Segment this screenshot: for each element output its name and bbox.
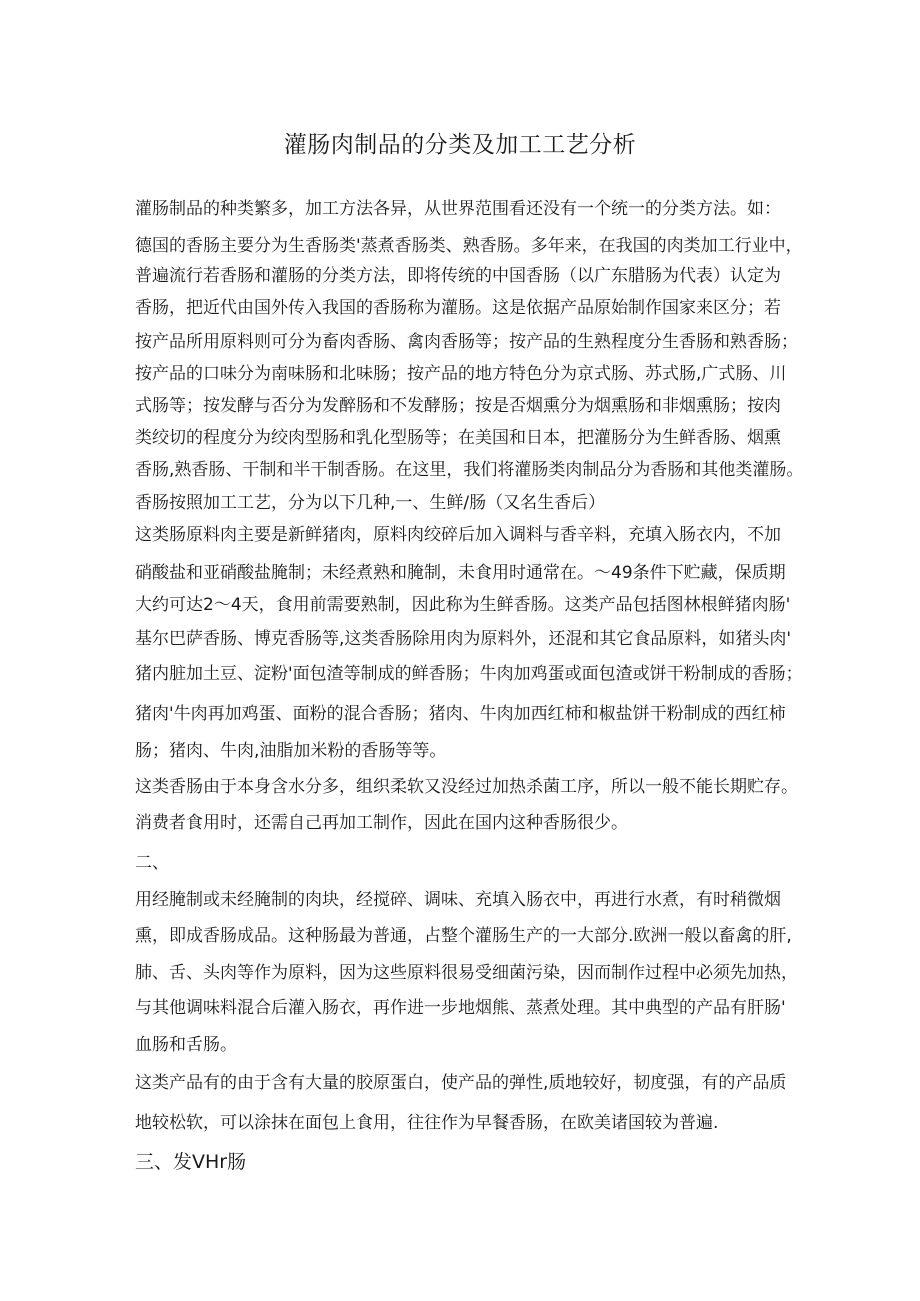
- body-text-line: 香肠，把近代由国外传入我国的香肠称为灌肠。这是依据产品原始制作国家来区分；若: [135, 298, 781, 318]
- body-text-line: 二、: [135, 853, 169, 873]
- body-text-line: 式肠等；按发酵与否分为发醉肠和不发酵肠；按是否烟熏分为烟熏肠和非烟熏肠；按肉: [135, 396, 781, 416]
- body-text-line: 肠；猪肉、牛肉,油脂加米粉的香肠等等。: [135, 741, 447, 761]
- body-text-line: 肺、舌、头肉等作为原料，因为这些原料很易受细菌污染，因而制作过程中必须先加热，: [135, 963, 798, 983]
- body-text-line: 这类香肠由于本身含水分多，组织柔软又没经过加热杀菌工序，所以一般不能长期贮存。: [135, 777, 798, 797]
- body-text-line: 硝酸盐和亚硝酸盐腌制；未经煮熟和腌制，未食用时通常在。〜49条件下贮藏，保质期: [135, 563, 786, 583]
- body-text-line: 猪肉'牛肉再加鸡蛋、面粉的混合香肠；猪肉、牛肉加西红柿和椒盐饼干粉制成的西红柿: [135, 704, 786, 724]
- body-text-line: 普遍流行若香肠和灌肠的分类方法，即将传统的中国香肠（以广东腊肠为代表）认定为: [135, 266, 781, 286]
- body-text-line: 用经腌制或未经腌制的肉块，经搅碎、调味、充填入肠衣中，再进行水煮，有时稍微烟: [135, 890, 781, 910]
- body-text-line: 香肠,熟香肠、干制和半干制香肠。在这里，我们将灌肠类肉制品分为香肠和其他类灌肠。: [135, 460, 804, 480]
- body-text-line: 香肠按照加工工艺，分为以下几种,一、生鲜/肠（又名生香后）: [135, 493, 606, 513]
- body-text-line: 猪内脏加土豆、淀粉'面包渣等制成的鲜香肠；牛肉加鸡蛋或面包渣或饼干粉制成的香肠；: [135, 664, 803, 684]
- body-text-line: 血肠和舌肠。: [135, 1035, 237, 1055]
- body-text-line: 大约可达2〜4天，食用前需要熟制，因此称为生鲜香肠。这类产品包括图林根鲜猪肉肠': [135, 595, 791, 615]
- body-text-line: 按产品所用原料则可分为畜肉香肠、禽肉香肠等；按产品的生熟程度分生香肠和熟香肠；: [135, 332, 798, 352]
- body-text-line: 类绞切的程度分为绞肉型肠和乳化型肠等；在美国和日本，把灌肠分为生鲜香肠、烟熏: [135, 428, 781, 448]
- body-text-line: 灌肠制品的种类繁多，加工方法各异，从世界范围看还没有一个统一的分类方法。如：: [135, 199, 781, 219]
- body-text-line: 这类产品有的由于含有大量的胶原蛋白，使产品的弹性,质地较好，韧度强，有的产品质: [135, 1073, 787, 1093]
- body-text-line: 地较松软，可以涂抹在面包上食用，往往作为早餐香肠，在欧美诸国较为普遍.: [135, 1113, 719, 1133]
- body-text-line: 按产品的口味分为南味肠和北味肠；按产品的地方特色分为京式肠、苏式肠,广式肠、川: [135, 364, 787, 384]
- document-title: 灌肠肉制品的分类及加工工艺分析: [283, 132, 637, 158]
- section-heading: 三、发VHr肠: [135, 1151, 247, 1173]
- body-text-line: 这类肠原料肉主要是新鲜猪肉，原料肉绞碎后加入调料与香辛料，充填入肠衣内，不加: [135, 525, 781, 545]
- body-text-line: 熏，即成香肠成品。这种肠最为普通，占整个灌肠生产的一大部分.欧洲一般以畜禽的肝,: [135, 926, 792, 946]
- body-text-line: 基尔巴萨香肠、博克香肠等,这类香肠除用肉为原料外，还混和其它食品原料，如猪头肉': [135, 629, 792, 649]
- body-text-line: 德国的香肠主要分为生香肠类'蒸煮香肠类、熟香肠。多年来，在我国的肉类加工行业中，: [135, 236, 803, 256]
- body-text-line: 消费者食用时，还需自己再加工制作，因此在国内这种香肠很少。: [135, 813, 628, 833]
- body-text-line: 与其他调味料混合后灌入肠衣，再作进一步地烟熊、蒸煮处理。其中典型的产品有肝肠': [135, 998, 786, 1018]
